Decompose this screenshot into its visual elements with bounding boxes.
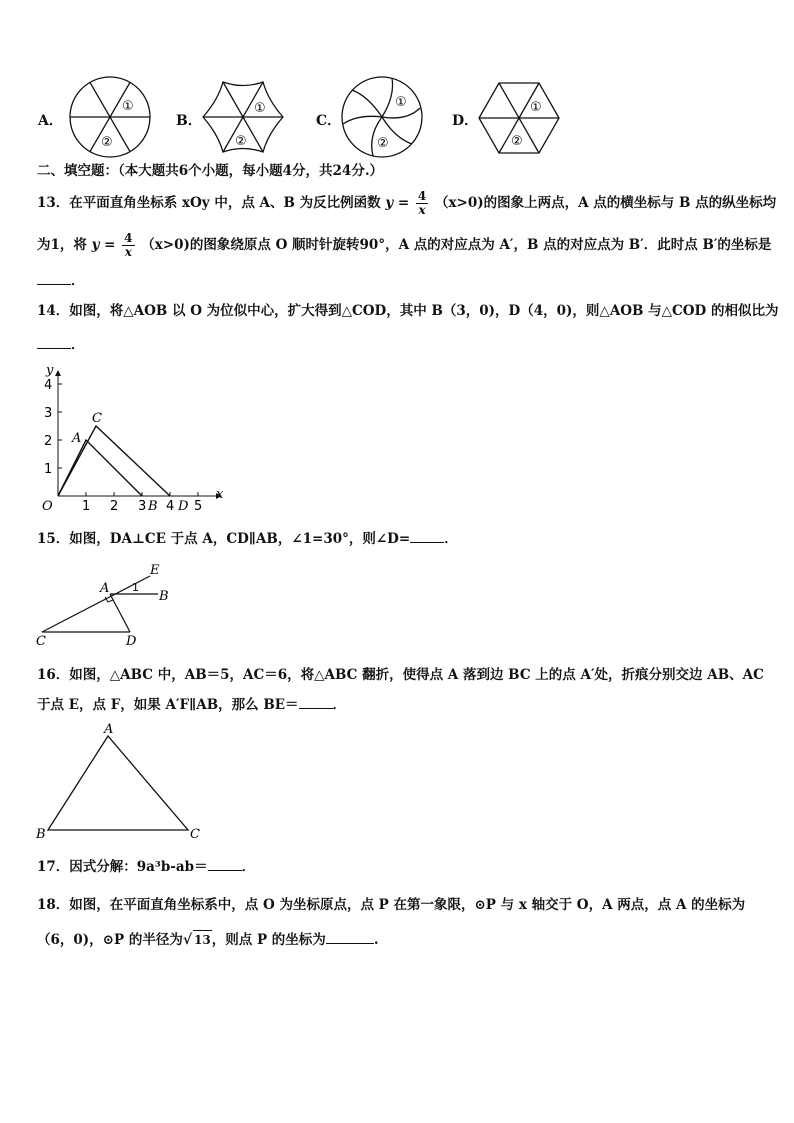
q15-line1 <box>37 530 458 548</box>
q14-y-axis-label: y <box>46 363 54 378</box>
option-c-mark2: ② <box>377 136 389 151</box>
option-d-label: D． <box>452 113 479 129</box>
q14-y-tick-1: 1 <box>44 462 53 477</box>
q15-point-d: D <box>126 634 137 649</box>
q16-point-a: A <box>104 722 114 737</box>
q15-point-e: E <box>150 563 160 578</box>
option-b-figure <box>202 79 284 155</box>
q14-point-a: A <box>72 431 82 446</box>
q13-func-lhs-2: y = <box>91 237 116 253</box>
q14-y-tick-4: 4 <box>44 378 53 393</box>
q16-line1: 16．如图，△ABC 中，AB＝5，AC＝6，将△ABC 翻折，使得点 A 落到边 BC 上的点 A′处，折痕分别交边 AB、AC <box>37 667 764 683</box>
q18-line1: 18．如图，在平面直角坐标系中，点 O 为坐标原点，点 P 在第一象限，⊙P 与 x 轴交于 O，A 两点，点 A 的坐标为 <box>37 897 746 913</box>
option-a-mark2: ② <box>101 135 113 150</box>
q14-x-axis-label: x <box>216 487 224 502</box>
q16-answer-blank[interactable] <box>299 707 333 709</box>
q14-figure <box>36 362 228 516</box>
q16-point-b: B <box>36 827 46 842</box>
option-a-figure <box>64 76 156 158</box>
q16-figure <box>34 722 210 844</box>
q14-end: ． <box>71 337 85 353</box>
option-b-mark2: ② <box>235 134 247 149</box>
q15-end: ． <box>444 531 458 547</box>
q13-text-c: 为1，将 <box>37 237 87 253</box>
q13-frac-den-2: x <box>124 245 132 259</box>
q13-text-b: （x>0)的图象上两点，A 点的横坐标与 B 点的纵坐标均 <box>434 195 777 211</box>
option-b-label: B． <box>176 113 202 129</box>
q14-point-b: B <box>148 499 158 514</box>
option-d-figure <box>478 82 560 154</box>
q18-line2: （6，0)，⊙P 的半径为√ 13，则点 P 的坐标为 . <box>37 932 379 948</box>
q13-end: ． <box>71 273 85 289</box>
q14-point-c: C <box>92 411 102 426</box>
q18-end: . <box>373 932 379 948</box>
section-heading: 二、填空题：（本大题共6个小题，每小题4分，共24分.） <box>37 163 384 179</box>
q14-y-tick-2: 2 <box>44 434 53 449</box>
q17-end: ． <box>241 859 256 875</box>
q16-point-c: C <box>190 827 200 842</box>
q13-answer-blank[interactable] <box>37 283 71 285</box>
q13-frac-den: x <box>418 203 426 217</box>
q17-text: 17．因式分解：9a³b-ab＝ <box>37 859 208 875</box>
q15-point-a: A <box>100 581 110 596</box>
q15-text: 15．如图，DA⊥CE 于点 A，CD∥AB，∠1=30°，则∠D= <box>37 531 411 547</box>
q14-x-tick-4: 4 <box>166 499 175 514</box>
q17-answer-blank[interactable] <box>208 869 242 871</box>
q14-origin-label: O <box>42 499 53 514</box>
q16-end: ． <box>332 697 347 713</box>
q13-fraction-2 <box>122 232 134 259</box>
q13-text-d: （x>0)的图象绕原点 O 顺时针旋转90°，A 点的对应点为 A′，B 点的对应点为 B′．此时点 B′的坐标是 <box>141 237 772 253</box>
q13-fraction <box>416 190 428 217</box>
option-a-mark1: ① <box>122 99 134 114</box>
q18-answer-blank[interactable] <box>326 942 374 944</box>
q16-text: 于点 E，点 F，如果 A′F∥AB，那么 BE＝ <box>37 697 299 713</box>
q14-y-tick-3: 3 <box>44 406 53 421</box>
q13-line3 <box>37 272 85 290</box>
q18-sqrt-value: 13 <box>193 930 212 949</box>
q16-line2 <box>37 696 346 714</box>
q18-text-b: ，则点 P 的坐标为 <box>211 932 326 948</box>
q17-line1 <box>37 858 255 876</box>
option-c-mark1: ① <box>395 95 407 110</box>
option-d-mark1: ① <box>530 100 542 115</box>
q13-text-a: 13．在平面直角坐标系 xOy 中，点 A、B 为反比例函数 <box>37 195 381 211</box>
option-d-mark2: ② <box>511 134 523 149</box>
q14-x-tick-5: 5 <box>194 499 203 514</box>
q13-line2 <box>37 232 771 259</box>
q13-frac-num-2: 4 <box>124 231 133 245</box>
q15-angle-1: 1 <box>132 581 139 594</box>
q14-line1: 14．如图，将△AOB 以 O 为位似中心，扩大得到△COD，其中 B（3，0)，D（4，0)，则△AOB 与△COD 的相似比为 <box>37 303 779 319</box>
q14-x-tick-3: 3 <box>138 499 147 514</box>
option-c-figure <box>340 76 424 158</box>
q18-text-a: （6，0)，⊙P 的半径为 <box>37 932 183 948</box>
q15-figure <box>34 562 174 648</box>
q15-point-b: B <box>159 589 169 604</box>
q15-answer-blank[interactable] <box>410 541 444 543</box>
option-a-label: A． <box>38 113 63 129</box>
q14-x-tick-2: 2 <box>110 499 119 514</box>
q14-x-tick-1: 1 <box>82 499 91 514</box>
q13-frac-num: 4 <box>417 189 427 203</box>
q13-line1 <box>37 190 776 217</box>
q14-point-d: D <box>178 499 189 514</box>
q13-func-lhs: y = <box>385 195 410 211</box>
q14-line2 <box>37 336 85 354</box>
q14-answer-blank[interactable] <box>37 347 71 349</box>
option-c-label: C． <box>316 113 342 129</box>
option-b-mark1: ① <box>254 101 266 116</box>
q15-point-c: C <box>36 634 46 649</box>
